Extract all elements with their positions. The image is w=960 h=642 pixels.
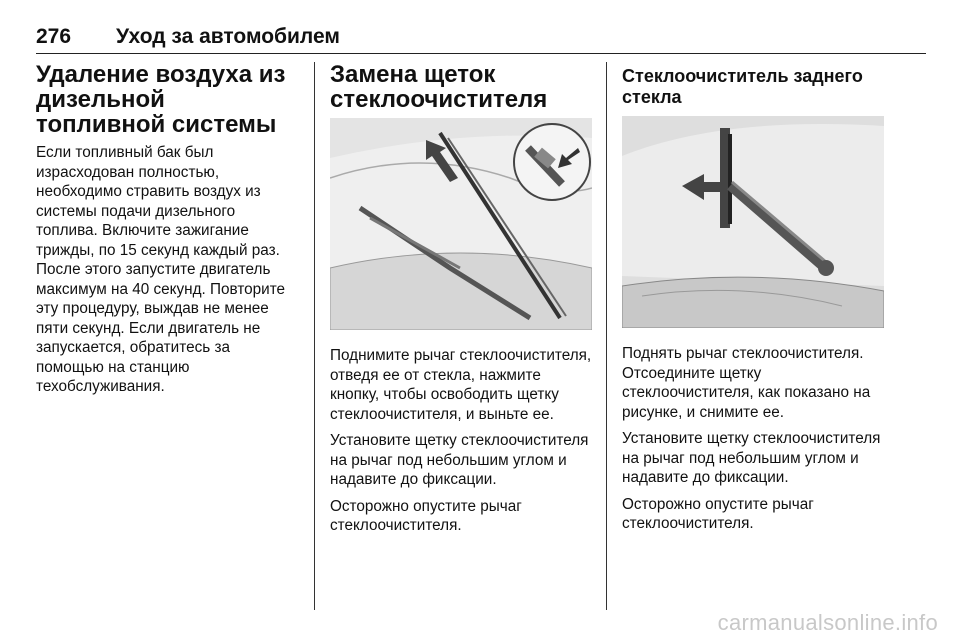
section-text: Если топливный бак был израсходован полностью, необходимо стравить воздух из системы подачи дизельного топлива. Включите зажигание трижды, по 15 секунд каждый раз. После этого запустите двигатель максимум на 40 секунд. Повторите эту процедуру, выждав не менее пяти секунд. Если двигатель не запускается, обратитесь за помощью на станцию техобслуживания. [36, 144, 286, 395]
column-divider [606, 62, 607, 610]
section-wiper-replacement [330, 62, 592, 543]
paragraph: Установите щетку стеклоочистителя на рычаг под небольшим углом и надавите до фиксации. [622, 430, 881, 486]
paragraph: Поднимите рычаг стеклоочистителя, отведя ее от стекла, нажмите кнопку, чтобы освободить щетку стеклоочистителя, и выньте ее. [330, 347, 592, 423]
paragraph: Поднять рычаг стеклоочистителя. Отсоедините щетку стеклоочистителя, как показано на рисунке, и снимите ее. [622, 345, 871, 421]
rear-wiper-illustration [622, 116, 884, 328]
paragraph: Осторожно опустите рычаг стеклоочистителя. [622, 495, 814, 532]
paragraph: Осторожно опустите рычаг стеклоочистителя. [330, 497, 522, 534]
paragraph: Установите щетку стеклоочистителя на рычаг под небольшим углом и надавите до фиксации. [330, 432, 589, 488]
column-divider [314, 62, 315, 610]
section-diesel-bleeding [36, 62, 298, 404]
page-number: 276 [36, 25, 72, 48]
front-wiper-illustration [330, 118, 592, 330]
page-header [36, 20, 926, 54]
section-title: Замена щеток стеклоочистителя [330, 61, 548, 113]
section-title: Стеклоочиститель заднего стекла [622, 66, 863, 107]
watermark: carmanualsonline.info [717, 610, 938, 635]
section-rear-wiper [622, 62, 884, 541]
chapter-title: Уход за автомобилем [116, 25, 340, 48]
section-title: Удаление воздуха из дизельной топливной системы [36, 61, 286, 138]
